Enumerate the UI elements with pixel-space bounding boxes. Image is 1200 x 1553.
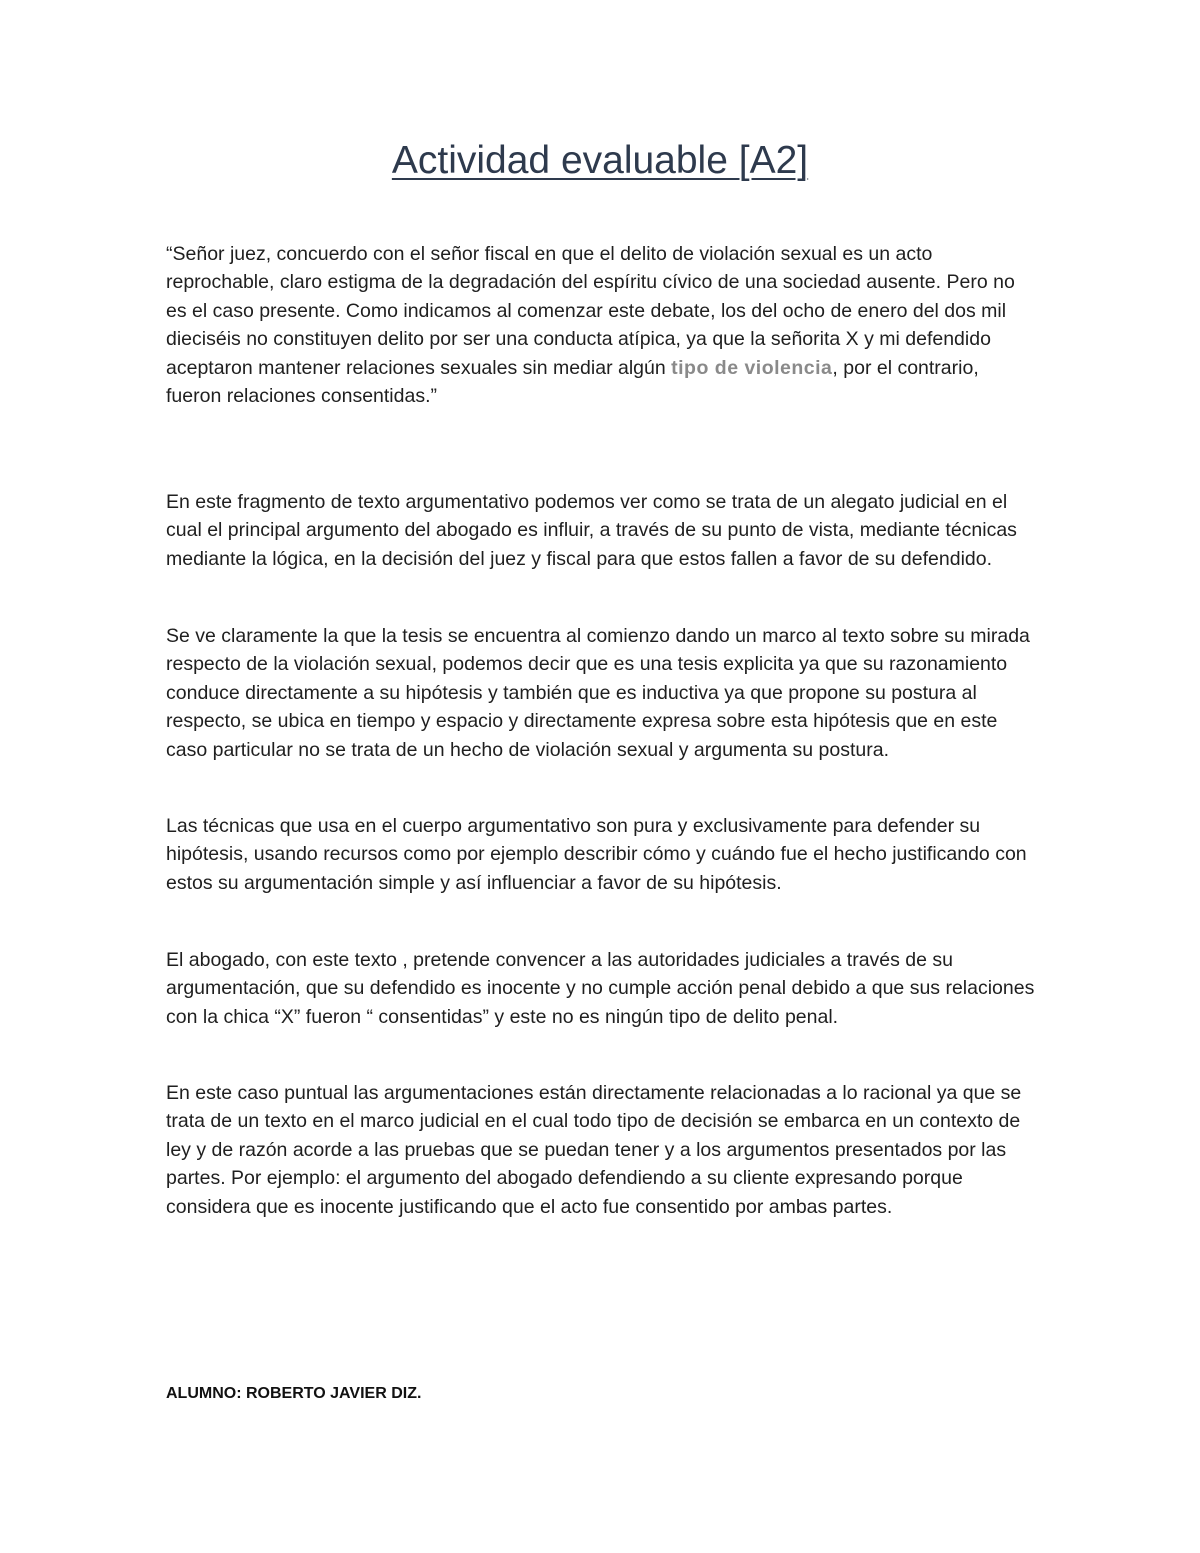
paragraph-1: En este fragmento de texto argumentativo podemos ver como se trata de un alegato judicial en el cual el principal argumento del abogado es influir, a través de su punto de vista, mediante técnicas mediante la lógica, en la decisión del juez y fiscal para que estos fallen a favor de su defendido. bbox=[166, 491, 1017, 570]
page-title: Actividad evaluable [A2] bbox=[391, 139, 809, 182]
paragraph-2: Se ve claramente la que la tesis se encuentra al comienzo dando un marco al texto sobre su mirada respecto de la violación sexual, podemos decir que es una tesis explicita ya que su razonamiento conduce directamente a su hipótesis y también que es inductiva ya que propone su postura al respecto, se ubica en tiempo y espacio y directamente expresa sobre esta hipótesis que en este caso particular no se trata de un hecho de violación sexual y argumenta su postura. bbox=[166, 625, 1030, 761]
paragraph-5: En este caso puntual las argumentaciones están directamente relacionadas a lo racional ya que se trata de un texto en el marco judicial en el cual todo tipo de decisión se embarca en un contexto de ley y de razón acorde a las pruebas que se puedan tener y a los argumentos presentados por las partes. Por ejemplo: el argumento del abogado defendiendo a su cliente expresando porque considera que es inocente justificando que el acto fue consentido por ambas partes. bbox=[166, 1082, 1022, 1218]
quote-text-start: “Señor juez, concuerdo con el señor fiscal en que el delito de violación sexual es un acto reprochable, claro estigma de la degradación del espíritu cívico de una sociedad ausente. Pero no es el caso presente. Como indicamos al comenzar este debate, los del ocho de enero del dos mil dieciséis no constituyen delito por ser una conducta atípica, ya que la señorita X y mi defendido aceptaron mantener relaciones sexuales sin mediar algún bbox=[166, 243, 1015, 379]
student-name: ALUMNO: ROBERTO JAVIER DIZ. bbox=[166, 1385, 422, 1402]
quote-highlight: tipo de violencia bbox=[671, 356, 833, 379]
quote-text-end: , por el contrario, fueron relaciones consentidas.” bbox=[166, 356, 979, 408]
paragraph-4: El abogado, con este texto , pretende convencer a las autoridades judiciales a través de su argumentación, que su defendido es inocente y no cumple acción penal debido a que sus relaciones con la chica “X” fueron “ consentidas” y este no es ningún tipo de delito penal. bbox=[166, 949, 1035, 1028]
quote-paragraph bbox=[166, 240, 1038, 410]
paragraph-3: Las técnicas que usa en el cuerpo argumentativo son pura y exclusivamente para defender su hipótesis, usando recursos como por ejemplo describir cómo y cuándo fue el hecho justificando con estos su argumentación simple y así influenciar a favor de su hipótesis. bbox=[166, 815, 1027, 894]
